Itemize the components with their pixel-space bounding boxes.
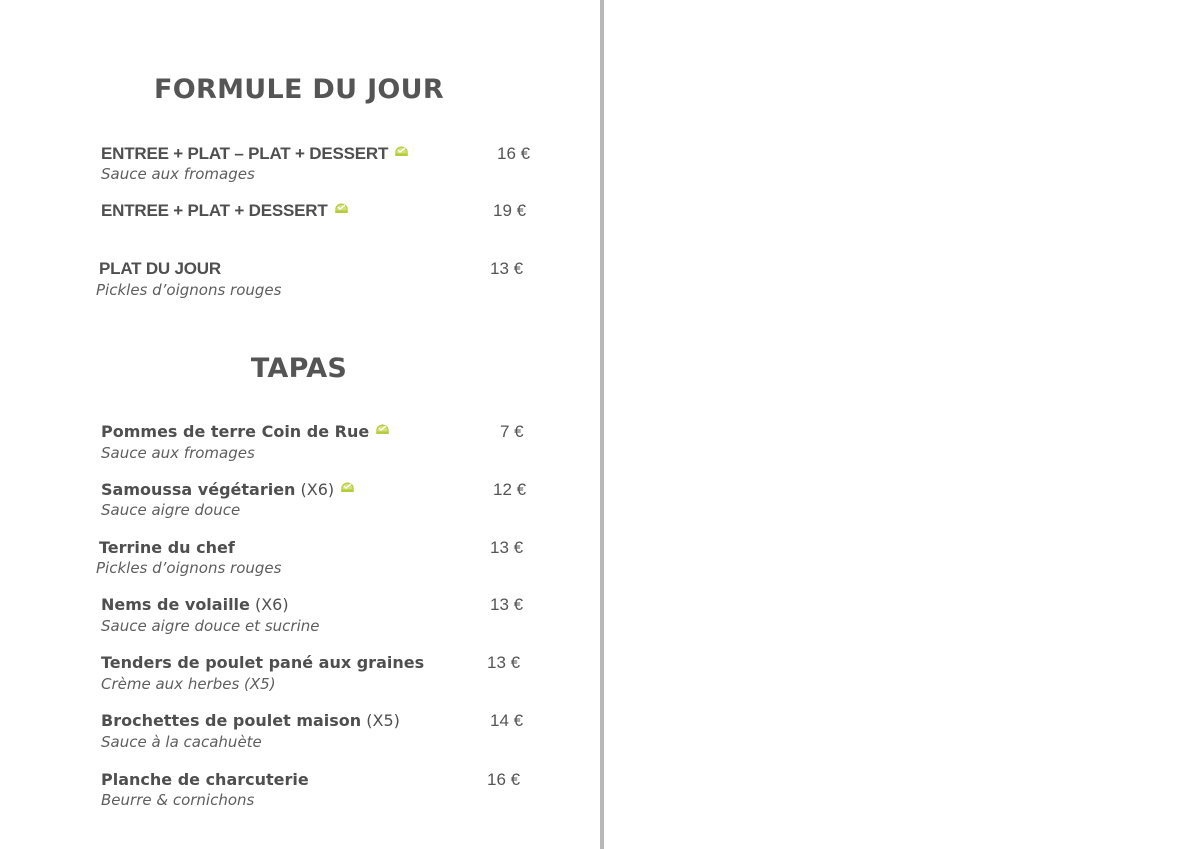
menu-item-description: Crème aux herbes (X5) (101, 675, 276, 693)
menu-item-description: Pickles d’oignons rouges (96, 281, 282, 299)
menu-item-name: ENTREE + PLAT – PLAT + DESSERT (101, 144, 409, 164)
menu-page-right-blank (604, 0, 1200, 849)
menu-item-price: 13 € (490, 595, 524, 614)
vegetarian-icon (334, 201, 349, 214)
menu-item-price: 7 € (500, 422, 524, 441)
menu-item-name: Planche de charcuterie (101, 770, 309, 789)
menu-item-price: 16 € (487, 770, 521, 789)
menu-item-name: Samoussa végétarien (X6) (101, 480, 355, 500)
section-title-tapas: TAPAS (250, 353, 348, 384)
menu-item-description: Beurre & cornichons (101, 791, 255, 809)
menu-item-name: ENTREE + PLAT + DESSERT (101, 201, 349, 221)
menu-item-description: Sauce aigre douce (101, 501, 241, 519)
menu-item-price: 19 € (493, 201, 527, 220)
vegetarian-icon (375, 422, 390, 435)
menu-item-name: Nems de volaille (X6) (101, 595, 289, 614)
section-title-formule: FORMULE DU JOUR (154, 74, 444, 105)
menu-item-description: Sauce aux fromages (101, 444, 255, 462)
menu-item-name: Pommes de terre Coin de Rue (101, 422, 390, 442)
menu-item-description: Sauce aux fromages (101, 165, 255, 183)
menu-item-quantity: (X6) (295, 480, 335, 499)
menu-item-price: 13 € (490, 538, 524, 557)
menu-item-quantity: (X5) (361, 711, 400, 730)
menu-item-description: Sauce aigre douce et sucrine (101, 617, 320, 635)
menu-item-name: Brochettes de poulet maison (X5) (101, 711, 400, 730)
menu-item-name: PLAT DU JOUR (99, 259, 221, 278)
menu-item-price: 12 € (493, 480, 527, 499)
menu-item-description: Sauce à la cacahuète (101, 733, 262, 751)
vegetarian-icon (340, 480, 355, 493)
menu-item-price: 14 € (490, 711, 524, 730)
menu-item-price: 13 € (490, 259, 524, 278)
menu-item-price: 13 € (487, 653, 521, 672)
menu-item-quantity: (X6) (249, 595, 289, 614)
menu-item-price: 16 € (497, 144, 531, 163)
menu-item-description: Pickles d’oignons rouges (96, 559, 282, 577)
vegetarian-icon (394, 144, 409, 157)
menu-item-name: Tenders de poulet pané aux graines (101, 653, 425, 672)
menu-item-name: Terrine du chef (99, 538, 235, 557)
